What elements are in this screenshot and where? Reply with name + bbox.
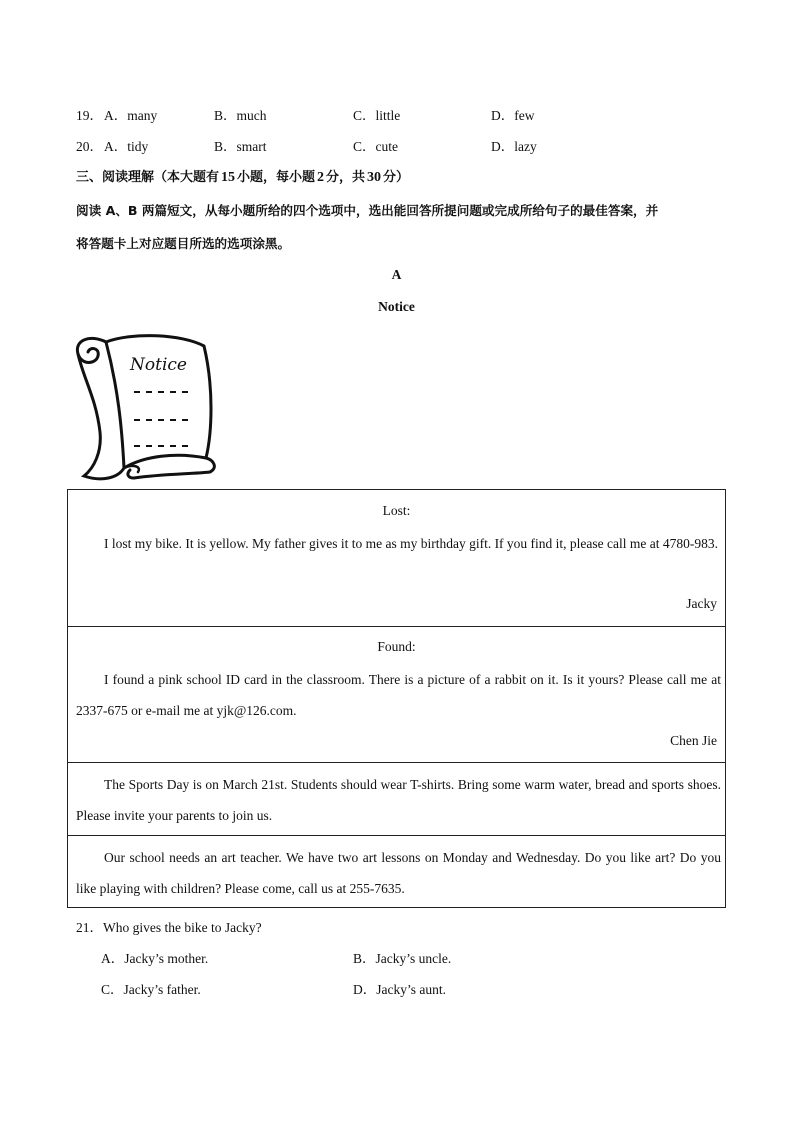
question-number: 19． [76, 108, 103, 123]
section-heading-mid: 小题，每小题 [237, 170, 316, 185]
notice-body: Our school needs an art teacher. We have two art lessons on Monday and Wednesday. Do you like art? Do you like playing with children? Please come, call us at 255-7635. [76, 850, 721, 896]
option-d: D．lazy [491, 139, 537, 154]
section-heading-suffix: 分） [383, 170, 410, 185]
section-heading-num2: 2 [317, 170, 325, 185]
notice-lost [68, 490, 725, 626]
notice-body: I lost my bike. It is yellow. My father gives it to me as my birthday gift. If you find it, please call me at 4780-983. [104, 536, 718, 551]
question-text: Who gives the bike to Jacky? [103, 920, 262, 935]
question-21 [76, 916, 262, 936]
section-heading-prefix: 三、阅读理解（本大题有 [76, 170, 220, 185]
notice-sports-day [68, 762, 725, 835]
notice-found [68, 626, 725, 762]
option-d: D．Jacky’s aunt. [353, 982, 446, 997]
option-c: C．little [353, 108, 401, 123]
notice-signature: Chen Jie [670, 733, 717, 748]
section-heading [76, 166, 409, 186]
option-b: B．Jacky’s uncle. [353, 951, 452, 966]
notice-body: I found a pink school ID card in the classroom. There is a picture of a rabbit on it. Is it yours? Please call me at 2337-675 or e-mail me at yjk@126.com. [76, 672, 721, 718]
option-b: B．smart [214, 139, 267, 154]
scroll-illustration [72, 328, 218, 484]
section-heading-num3: 30 [367, 170, 382, 185]
notice-title: Lost: [382, 503, 411, 518]
notice-signature: Jacky [686, 596, 717, 611]
passage-title: Notice [378, 299, 415, 314]
option-a: A．Jacky’s mother. [101, 951, 209, 966]
option-b: B．much [214, 108, 267, 123]
instruction-line-1: 阅读 A、B 两篇短文，从每小题所给的四个选项中，选出能回答所提问题或完成所给句子的最佳答案，并 [76, 203, 659, 218]
notice-scroll-image [72, 328, 218, 484]
question-number: 21． [76, 920, 103, 935]
instruction-line-2: 将答题卡上对应题目所选的选项涂黑。 [76, 236, 291, 251]
option-a: A．many [104, 108, 158, 123]
passage-letter: A [391, 267, 402, 282]
question-number: 20． [76, 139, 103, 154]
option-a: A．tidy [104, 139, 149, 154]
notice-art-teacher [68, 835, 725, 907]
section-heading-num1: 15 [221, 170, 236, 185]
option-c: C．cute [353, 139, 398, 154]
option-c: C．Jacky’s father. [101, 982, 201, 997]
notice-title: Found: [377, 639, 416, 654]
notice-body: The Sports Day is on March 21st. Students should wear T-shirts. Bring some warm water, bread and sports shoes. Please invite your parents to join us. [76, 777, 721, 823]
option-d: D．few [491, 108, 535, 123]
scroll-notice-text: Notice [130, 355, 187, 375]
section-heading-mid2: 分，共 [326, 170, 366, 185]
notices-table [67, 489, 726, 908]
